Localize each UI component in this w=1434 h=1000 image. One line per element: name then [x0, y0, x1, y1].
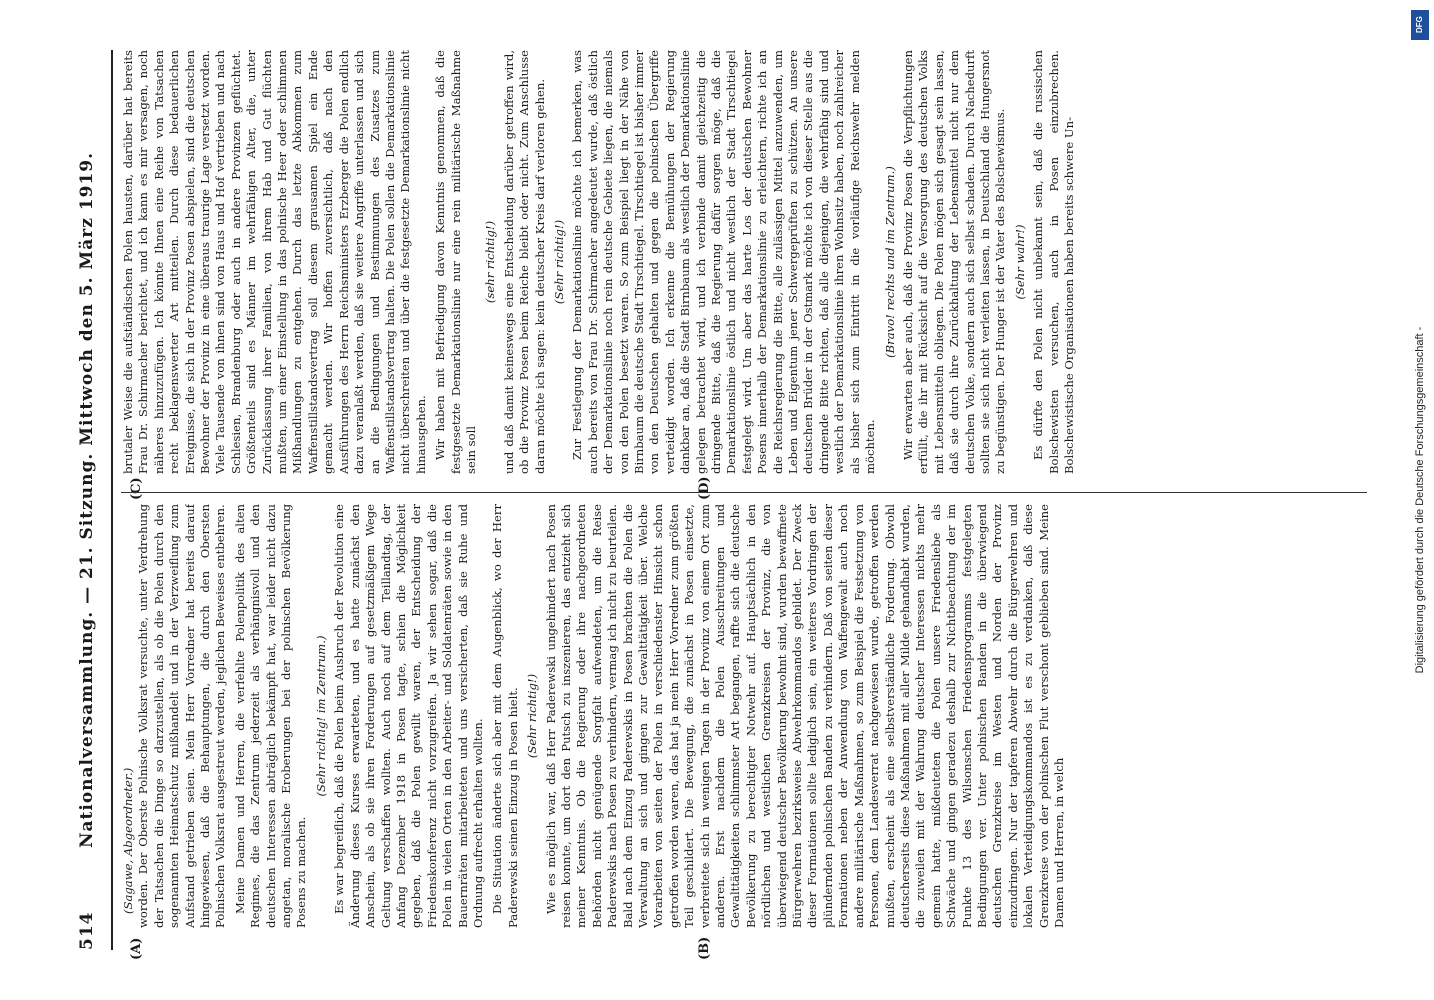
page-title: Nationalversammlung. — 21. Sitzung. Mittwoch den 5. März 1919.: [77, 151, 97, 849]
margin-marker-a: (A): [129, 937, 144, 960]
paragraph: Wie es möglich war, daß Herr Paderewski ungehindert nach Posen reisen konnte, um dort den Putsch zu inszenieren, das entzieht sich meiner Kenntnis. Ob die Regierung oder ihre nachgeordneten Behörden nicht genügende Sorgfalt aufwendeten, um die Reise Paderewskis nach Posen zu verhindern, vermag ich nicht zu beurteilen. Bald nach dem Einzug Paderewskis in Posen brachten die Polen die Verwaltung an sich und gingen zur Gewalttätigkeit über. Welche Vorarbeiten von seiten der Polen in verschiedenster Hinsicht schon getroffen worden waren, das hat ja mein Herr Vorredner zum größten Teil geschildert. Die Bewegung, die zunächst in Posen einsetzte, verbreitete sich in wenigen Tagen in der Provinz von einem Ort zum anderen. Erst nachdem die Polen Ausschreitungen und Gewalttätigkeiten schlimmster Art begangen, raffte sich die deutsche Bevölkerung zu berechtigter Notwehr auf. Hauptsächlich in den nördlichen und westlichen Grenzkreisen der Provinz, die von überwiegend deutscher Bevölkerung bewohnt sind, wurden bewaffnete Bürgerwehren bezirksweise Abwehrkommandos gebildet. Der Zweck dieser Formationen sollte lediglich sein, ein weiteres Vordringen der plündernden polnischen Banden zu verhindern. Daß von seiten dieser Formationen neben der Anwendung von Waffengewalt auch noch andere militärische Maßnahmen, so zum Beispiel die Festsetzung von Personen, dem Landesverrat nachgewiesen wurde, getroffen werden mußten, erscheint als eine selbstverständliche Forderung. Obwohl deutscherseits diese Maßnahmen mit aller Milde gehandhabt wurden, die zuweilen mit der Wahrung deutscher Interessen nichts mehr gemein hatte, mißdeuteten die Polen unsere Friedensliebe als Schwäche und gingen geradezu deshalb zur Nichtbeachtung der im Punkte 13 des Wilsonschen Friedensprogramms festgelegten Bedingungen ver. Unter polnischen Banden in die überwiegend deutschen Grenzkreise im Westen und Norden der Provinz einzudringen. Nur der tapferen Abwehr durch die Bürgerwehren und lokalen Verteidigungskommandos ist es zu verdanken, daß diese Grenzkreise von der polnischen Flut verschont geblieben sind. Meine Damen und Herren, in welch: [543, 504, 1066, 928]
interjection: (Bravo! rechts und im Zentrum.): [882, 166, 897, 358]
paragraph: Die Situation änderte sich aber mit dem Augenblick, wo der Herr Paderewski seinen Einzug in Posen hielt.: [490, 504, 520, 928]
header-rule: [111, 50, 113, 950]
margin-marker-c: (C): [129, 477, 144, 500]
speaker-line: (Sagawe, Abgeordneter.): [121, 767, 135, 914]
paragraph: Wir erwarten aber auch, daß die Provinz Posen die Verpflichtungen erfüllt, die ihr mit Rücksicht auf die Versorgung des deutschen Volks mit Lebensmitteln obliegen. Die Polen mögen sich gesagt sein lassen, daß sie durch ihre Zurückhaltung der Lebensmittel nicht nur dem deutschen Volke, sondern auch sich selbst schaden. Durch Nachedurft sollten sie sich nicht verleiten lassen, in Deutschland die Hungersnot zu begünstigen. Der Hunger ist der Vater des Bolschewismus.: [900, 50, 1008, 474]
interjection: (Sehr wahr!): [1012, 224, 1027, 300]
margin-marker-d: (D): [697, 476, 712, 500]
document-page: [37, 20, 1397, 980]
page-number: 514: [77, 911, 97, 950]
interjection: (sehr richtig!): [483, 220, 498, 304]
column-divider: [121, 492, 1367, 493]
paragraph: Es war begreiflich, daß die Polen beim Ausbruch der Revolution eine Änderung dieses Kurses erwarteten, und es hatte zunächst den Anschein, als ob sie ihren Forderungen auf gesetzmäßigem Wege Geltung verschaffen wollten. Auch noch auf dem Teillandtag, der Anfang Dezember 1918 in Posen tagte, schien die Möglichkeit gegeben, daß die Polen gewillt waren, der Entscheidung der Friedenskonferenz nicht vorzugreifen. Ja wir sehen sogar, daß die Polen in vielen Orten in den Arbeiter- und Soldatenräten sowie in den Bauernräten mitarbeiteten und uns versicherten, daß sie Ruhe und Ordnung aufrecht erhalten wollten.: [332, 504, 485, 928]
paragraph: Meine Damen und Herren, die verfehlte Polenpolitik des alten Regimes, die das Zentrum jederzeit als verhängnisvoll und den deutschen Interessen abträglich bekämpft hat, war leider nicht dazu angetan, moralische Eroberungen bei der polnischen Bevölkerung Posens zu machen.: [232, 504, 309, 928]
paragraph: und daß damit keineswegs eine Entscheidung darüber getroffen wird, ob die Provinz Posen beim Reiche bleibt oder nicht. Zum Anschlusse daran möchte ich sagen: kein deutscher Kreis darf verloren gehen.: [501, 50, 547, 474]
paragraph: Zur Festlegung der Demarkationslinie möchte ich bemerken, was auch bereits von Frau Dr. Schirmacher angedeutet wurde, daß östlich der Demarkationslinie noch rein deutsche Gebiete liegen, die niemals von den Polen besetzt waren. So zum Beispiel liegt in der Nähe von Birnbaum die deutsche Stadt Tirschtiegel. Tirschtiegel ist bisher immer von den Deutschen gehalten und gegen die polnischen Übergriffe verteidigt worden. Ich erkenne die Bemühungen der Regierung dankbar an, daß die Stadt Birnbaum als westlich der Demarkationslinie gelegen betrachtet wird, und ich verbinde damit gleichzeitig die dringende Bitte, daß die Regierung dafür sorgen möge, daß die Demarkationslinie östlich und nicht westlich der Stadt Tirschtiegel festgelegt wird. Um aber das harte Los der deutschen Bewohner Posens innerhalb der Demarkationslinie zu erleichtern, richte ich an die Reichsregierung die Bitte, alle zulässigen Mittel anzuwenden, um Leben und Eigentum jener Schwergeprüften zu schützen. An unsere deutschen Brüder in der Ostmark möchte ich von dieser Stelle aus die dringende Bitte richten, daß alle diejenigen, die wehrfähig sind und westlich der Demarkationslinie ihren Wohnsitz haben, noch zahlreicher als bisher sich zum Eintritt in die vorläufige Reichswehr melden möchten.: [570, 50, 878, 474]
digitization-credit: Digitalisierung gefördert durch die Deutsche Forschungsgemeinschaft -: [1414, 326, 1426, 674]
paragraph: worden. Der Oberste Polnische Volksrat versuchte, unter Verdrehung der Tatsachen die Dinge so darzustellen, als ob die Polen durch den sogenannten Heimatschutz mißhandelt und in der Verzweiflung zum Aufstand getrieben seien. Mein Herr Vorredner hat bereits darauf hingewiesen, daß die Behauptungen, die durch den Obersten Polnischen Volksrat ausgestreut werden, jeglichen Beweises entbehren.: [136, 504, 228, 928]
interjection: (Sehr richtig!): [525, 673, 540, 759]
interjection: (Sehr richtig!): [551, 219, 566, 305]
margin-marker-b: (B): [697, 936, 712, 960]
digitization-sidebar: [1408, 10, 1432, 990]
paragraph: Es dürfte den Polen nicht unbekannt sein, daß die russischen Bolschewisten versuchen, auch in Posen einzubrechen. Bolschewistische Organisationen haben bereits schwere Un-: [1031, 50, 1076, 474]
right-column: [121, 50, 1367, 474]
dfg-logo: DFG: [1411, 10, 1429, 40]
page-header: [73, 50, 113, 950]
interjection: (Sehr richtig! im Zentrum.): [313, 635, 328, 797]
paragraph: Wir haben mit Befriedigung davon Kenntnis genommen, daß die festgesetzte Demarkationslinie nur eine rein militärische Maßnahme sein soll: [433, 50, 478, 474]
left-column: [121, 504, 1367, 928]
paragraph: brutaler Weise die aufständischen Polen hausten, darüber hat bereits Frau Dr. Schirmacher berichtet, und ich kann es mir versagen, noch näheres hinzuzufügen. Ich könnte Ihnen eine Reihe von Tatsachen recht beklagenswerter Art mitteilen. Durch diese bedauerlichen Ereignisse, die sich in der Provinz Posen abspielen, sind die deutschen Bewohner der Provinz in eine überaus traurige Lage versetzt worden. Viele Tausende von ihnen sind von Haus und Hof vertrieben und nach Schlesien, Brandenburg oder auch in andere Provinzen geflüchtet. Größtenteils sind es Männer im wehrfähigen Alter, die, unter Zurücklassung ihrer Familien, von ihrem Hab und Gut flüchten mußten, um einer Einstellung in das polnische Heer oder schlimmen Mißhandlungen zu entgehen. Durch das letzte Abkommen zum Waffenstillstandsvertrag soll diesem grausamen Spiel ein Ende gemacht werden. Wir hoffen zuversichtlich, daß nach den Ausführungen des Herrn Reichsministers Erzberger die Polen endlich dazu veranlaßt werden, daß sie weitere Angriffe unterlassen und sich an die Bedingungen und Bestimmungen des Zusatzes zum Waffenstillstandsvertrag halten. Die Polen sollen die Demarkationslinie nicht überschreiten und über die festgesetzte Demarkationslinie nicht hinausgehen.: [121, 50, 428, 474]
